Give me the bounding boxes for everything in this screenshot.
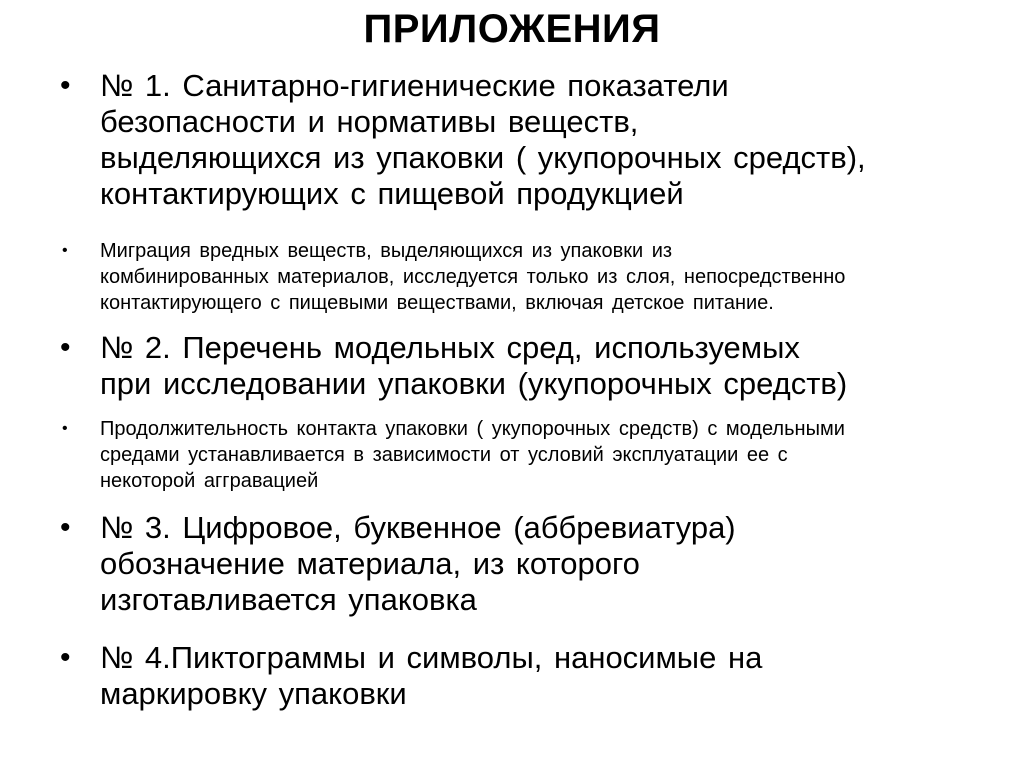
bullet-icon: • (60, 641, 71, 674)
item-5-line-2: обозначение материала, из которого (100, 546, 640, 581)
item-4-line-3: некоторой аггравацией (100, 470, 319, 492)
item-4-line-2: средами устанавливается в зависимости от условий эксплуатации ее с (100, 444, 788, 466)
list-item-2 (62, 238, 980, 316)
item-2-line-1: Миграция вредных веществ, выделяющихся из упаковки из (100, 240, 673, 262)
item-4-line-1: Продолжительность контакта упаковки ( укупорочных средств) с модельными (100, 418, 845, 440)
item-5-line-3: изготавливается упаковка (100, 582, 477, 617)
item-1-line-2: безопасности и нормативы веществ, (100, 104, 639, 139)
bullet-icon: • (60, 331, 71, 364)
item-6-line-1: № 4.Пиктограммы и символы, наносимые на (100, 640, 763, 675)
bullet-icon: • (62, 420, 68, 437)
item-1-line-4: контактирующих с пищевой продукцией (100, 176, 684, 211)
list-item-1 (60, 68, 1000, 212)
item-3-line-1: № 2. Перечень модельных сред, используемых (100, 330, 800, 365)
item-3-line-2: при исследовании упаковки (укупорочных средств) (100, 366, 848, 401)
item-5-line-1: № 3. Цифровое, буквенное (аббревиатура) (100, 510, 736, 545)
bullet-icon: • (60, 69, 71, 102)
slide-title: ПРИЛОЖЕНИЯ (363, 7, 661, 51)
list-item-3 (60, 330, 1000, 402)
list-item-6 (60, 640, 1000, 712)
list-item-5 (60, 510, 1000, 618)
bullet-icon: • (62, 242, 68, 259)
item-6-line-2: маркировку упаковки (100, 676, 407, 711)
item-1-line-1: № 1. Санитарно-гигиенические показатели (100, 68, 729, 103)
bullet-icon: • (60, 511, 71, 544)
item-2-line-3: контактирующего с пищевыми веществами, включая детское питание. (100, 292, 774, 314)
item-1-line-3: выделяющихся из упаковки ( укупорочных средств), (100, 140, 866, 175)
list-item-4 (62, 416, 980, 494)
item-2-line-2: комбинированных материалов, исследуется только из слоя, непосредственно (100, 266, 846, 288)
